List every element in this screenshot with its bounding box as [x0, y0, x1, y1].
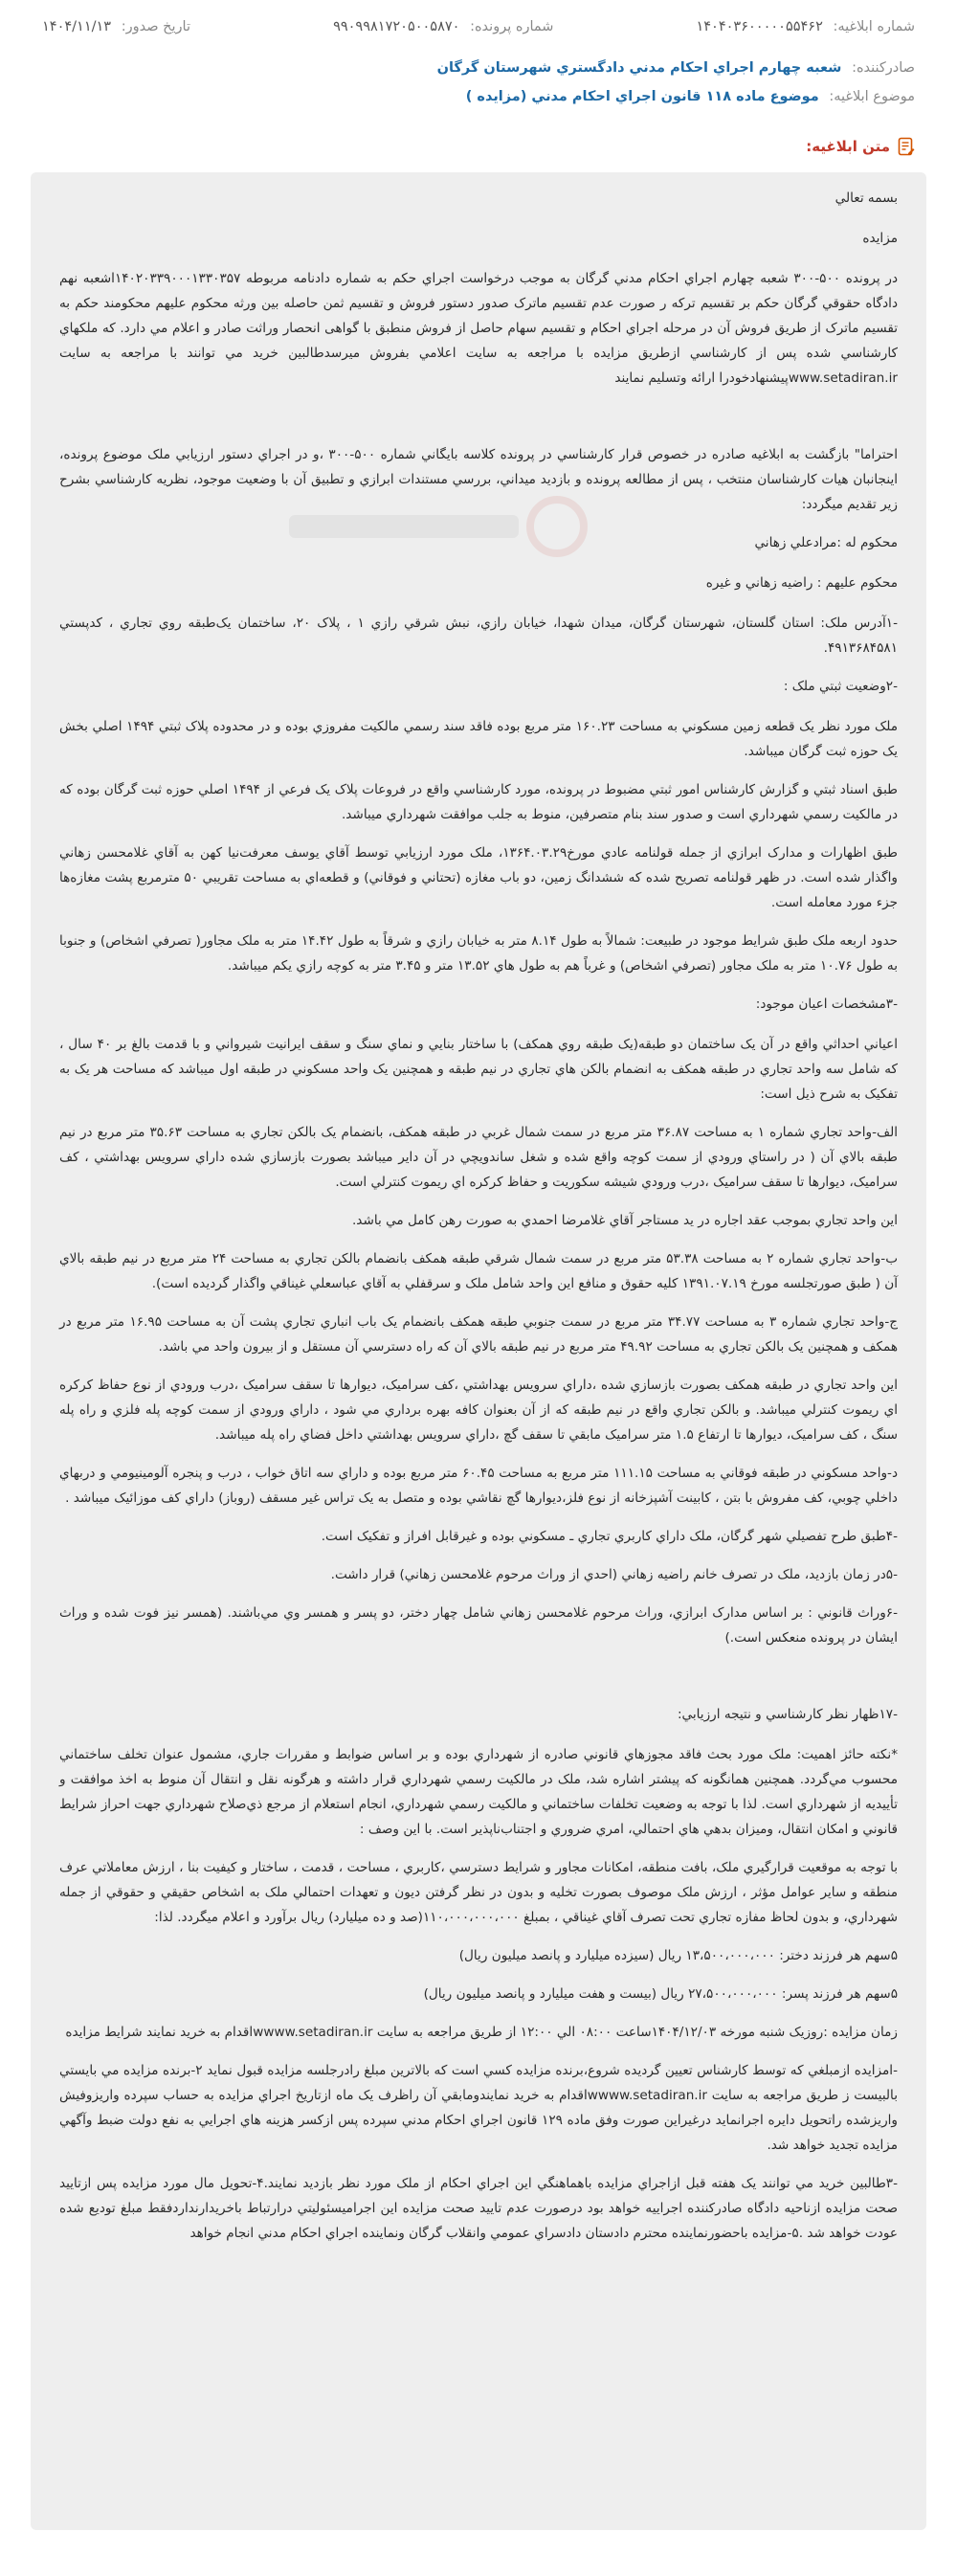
body-paragraph: زمان مزايده :روزيک شنبه مورخه ۱۴۰۴/۱۲/۰۳ساعت ۰۸:۰۰ الي ۱۲:۰۰ از طريق مراجعه به سايت wwww.setadiran.irاقدام به خريد نمايند شرايط مزايده: [65, 2025, 898, 2040]
body-paragraph: -۲وضعيت ثبتي ملک :: [783, 679, 898, 694]
notice-body: [31, 172, 926, 2530]
body-paragraph: ۵سهم هر فرزند پسر: ۲۷،۵۰۰،۰۰۰،۰۰۰ ريال (بيست و هفت ميليارد و پانصد ميليون ريال): [423, 1986, 898, 2002]
body-title-row: [31, 132, 926, 161]
body-paragraph: حدود اربعه ملک طبق شرايط موجود در طبيعت: شمالاً به طول ۸.۱۴ متر به خيابان رازي و شرقاً به طول ۱۴.۴۲ متر به ملک مجاور( تصرفي اشخاص) و جنوبا به طول ۱۰.۷۶ متر به ملک مجاور (تصرفي اشخاص) و غرباً هم به طول هاي ۱۳.۵۲ متر و ۳.۴۵ متر به کوچه رازي يکم ميباشد.: [59, 933, 898, 974]
notice-number-value: ۱۴۰۴۰۳۶۰۰۰۰۰۵۵۴۶۲: [696, 19, 823, 34]
case-number: [333, 19, 553, 34]
body-paragraph: ۵سهم هر فرزند دختر: ۱۳،۵۰۰،۰۰۰،۰۰۰ ريال (سيزده ميليارد و پانصد ميليون ريال): [458, 1948, 898, 1963]
body-paragraph: ب-واحد تجاري شماره ۲ به مساحت ۵۳.۳۸ متر مربع در سمت شمال شرقي طبقه همکف بانضمام بالکن تجاري به مساحت ۲۴ متر مربع در نيم طبقه بالاي آن ( طبق صورتجلسه مورخ ۱۳۹۱.۰۷.۱۹ کليه حقوق و منافع اين واحد شامل ملک و سرقفلي به آقاي عباسعلي غيناقي واگذار گرديده است).: [59, 1251, 899, 1291]
notice-number: [696, 19, 915, 34]
case-number-value: ۹۹۰۹۹۸۱۷۲۰۵۰۰۵۸۷۰: [333, 19, 460, 34]
body-paragraph: -۴طبق طرح تفصيلي شهر گرگان، ملک داراي کاربري تجاري ـ مسکوني بوده و غيرقابل افراز و تفکيک است.: [321, 1529, 898, 1544]
issuer-line: [31, 54, 926, 82]
body-paragraph: -۱آدرس ملک: استان گلستان، شهرستان گرگان، ميدان شهدا، خيابان رازي، نبش شرقي رازي ۱ ، پلاک ۲۰، ساختمان يک‌طبقه روي تجاري ، کدپستي ۴۹۱۳۶۸۴۵۸۱.: [59, 616, 898, 656]
body-paragraph: د-واحد مسکوني در طبقه فوقاني به مساحت ۱۱۱.۱۵ متر مربع به مساحت ۶۰.۴۵ متر مربع بوده و داراي سه اتاق خواب ، درب و پنجره آلومينيومي و دربهاي داخلي چوبي، کف مفروش با بتن ، کابينت آشپزخانه از نوع فلز،ديوارها گچ نقاشي بوده و متصل به يک تراس غير مسقف (روباز) داراي کف موزائيک ميباشد .: [59, 1466, 898, 1506]
subject-line: [31, 82, 926, 111]
case-number-label: شماره پرونده:: [470, 19, 554, 34]
body-paragraph: الف-واحد تجاري شماره ۱ به مساحت ۳۶.۸۷ متر مربع در سمت شمال غربي در طبقه همکف، بانضمام يک بالکن تجاري به مساحت ۳۵.۶۳ متر مربع در نيم طبقه بالاي آن ( در راستاي ورودي از سمت کوچه واقع شده و شغل ساندويچي در آن داير ميباشد بصورت بازسازي شده داراي سرويس بهداشتي ، کف سراميک، ديوارها تا سقف سراميک ،درب ورودي شيشه سکوريت و حفاظ کرکره اي ريموت کنترلي است.: [59, 1125, 898, 1190]
body-paragraph: *نکته حائز اهميت: ملک مورد بحث فاقد مجوزهاي قانوني صادره از شهرداري بوده و بر اساس ضوابط و مقررات جاري، مشمول عنوان تخلف ساختماني محسوب مي‌گردد. همچنين همانگونه که پيشتر اشاره شد، ملک در مالکيت رسمي شهرداري قرار داشته و هرگونه نقل و انتقال آن منوط به اخذ موافقت و تأييديه از شهرداري است. لذا با توجه به وضعيت تخلفات ساختماني و مالکيت رسمي شهرداري، انجام استعلام از مرجع ذي‌صلاح شهرداري جهت احراز شرايط قانوني و امکان انتقال، وميزان بدهي هاي احتمالي، امري ضروري و اجتناب‌ناپذير است. با اين وصف :: [59, 1747, 898, 1837]
body-paragraph: با توجه به موقعيت قرارگيري ملک، بافت منطقه، امکانات مجاور و شرايط دسترسي ،کاربري ، مساحت ، قدمت ، ساختار و کيفيت بنا ، ارزش معاملاتي عرف منطقه و ساير عوامل مؤثر ، ارزش ملک موصوف بصورت تخليه و بدون در نظر گرفتن ديون و تعهدات احتمالي ملک به اشخاص حقيقي و حقوقي از جمله شهرداري، و بدون لحاظ مفازه تجاري تحت تصرف آقاي غيناقي ، بمبلغ ۱۱۰،۰۰۰،۰۰۰،۰۰۰(صد و ده ميليارد) ريال برآورد و اعلام ميگردد. لذا:: [59, 1860, 898, 1925]
body-paragraph: محکوم له :مرادعلي زهاني: [754, 535, 898, 550]
body-paragraph: در پرونده ۵۰۰-۳۰۰ شعبه چهارم اجراي احکام مدني گرگان به موجب درخواست اجراي حکم به شماره دادنامه مربوطه ۱۴۰۲۰۳۳۹۰۰۰۱۳۳۰۳۵۷اشعبه نهم دادگاه حقوقي گرگان حکم بر تقسیم ترکه ر صورت عدم تقسیم ماترک صدور دستور فروش و تقسیم ثمن حاصله بین ورثه محکوم علیهم محکومند حکم به تقسیم ماترک از طريق فروش آن در مرحله اجراي احکام و تقسیم سهام حاصل از فروش منطبق با گواهی انحصار وراثت صادر و اعلام مي دارد. که ملکهاي کارشناسي شده پس از کارشناسي ازطريق مزايده با مراجعه به سايت اعلامي بفروش ميرسدطالبين خريد مي توانند با مراجعه به سايت www.setadiran.irپیشنهادخودرا ارائه وتسليم نمايند: [59, 271, 898, 386]
notice-number-label: شماره ابلاغیه:: [833, 19, 915, 34]
notice-meta-row: [31, 0, 926, 54]
subject-label: موضوع ابلاغیه:: [829, 89, 915, 104]
body-paragraph: -۳مشخصات اعيان موجود:: [755, 997, 898, 1012]
body-paragraph: اين واحد تجاري در طبقه همکف بصورت بازسازي شده ،داراي سرويس بهداشتي ،کف سراميک، ديوارها تا سقف سراميک ،درب ورودي از نوع حفاظ کرکره اي ريموت کنترلي ميباشد. و بالکن تجاري واقع در نيم طبقه که از آن بعنوان کافه بهره برداري مي شود ، داراي ورودي از سمت کوچه پله فلزي و راه پله سنگ ، کف سراميک، ديوارها تا ارتفاع ۱.۵ متر سراميک مابقي تا سقف گچ ،داراي سرويس بهداشتي داخل فضاي راه پله ميباشد.: [59, 1378, 898, 1443]
issuer-label: صادرکننده:: [852, 60, 915, 76]
body-paragraph: -۱۷ظهار نظر کارشناسي و نتيجه ارزيابي:: [677, 1707, 898, 1722]
body-paragraph: اين واحد تجاري بموجب عقد اجاره در يد مستاجر آقاي غلامرضا احمدي به صورت رهن کامل مي باشد.: [351, 1213, 898, 1228]
body-paragraph: احتراما" بازگشت به ابلاغيه صادره در خصوص قرار کارشناسي در پرونده کلاسه بايگاني شماره ۵۰۰-۳۰۰ ،و در اجراي دستور ارزيابي ملک موضوع پرونده، اينجانبان هيات کارشناسان منتخب ، پس از مطالعه پرونده و بازديد ميداني، بررسي مستندات ابرازي و تطبيق آن با وضعيت موجود، نظريه کارشناسي بشرح زير تقديم ميگردد:: [59, 447, 898, 512]
body-paragraph: طبق اظهارات و مدارک ابرازي از جمله قولنامه عادي مورخ۱۳۶۴.۰۳.۲۹، ملک مورد ارزيابي توسط آقاي يوسف معرفت‌نيا کهن به آقاي غلامحسن زهاني واگذار شده است. در ظهر قولنامه تصريح شده که ششدانگ زمين، دو باب مغازه (تحتاني و فوقاني) و قطعه‌اي به مساحت تقريبي ۵۰ مترمربع پشت مغازه‌ها جزء مورد معامله است.: [59, 845, 898, 910]
issuer-value: شعبه چهارم اجراي احکام مدني دادگستري شهرستان گرگان: [436, 60, 842, 76]
subject-value: موضوع ماده ۱۱۸ قانون اجراي احکام مدني (مزايده ): [465, 89, 819, 104]
body-paragraph: -۵در زمان بازديد، ملک در تصرف خانم راضيه زهاني (احدي از وراث مرحوم غلامحسن زهاني) قرار داشت.: [330, 1567, 898, 1582]
issue-date-label: تاریخ صدور:: [121, 19, 190, 34]
body-title: متن ابلاغیه:: [806, 138, 890, 155]
body-paragraph: -امزايده ازمبلغي که توسط کارشناس تعيين گرديده شروع،برنده مزايده کسي است که بالاترين مبلغ رادرجلسه مزايده قبول نمايد ۲-برنده مزايده مي بايستي بالبيست ز طريق مراجعه به سايت wwww.setadiran.irاقدام به خريد نمايندومابقي آن راظرف يک ماه ازتاريخ اجراي مزايده به حساب سپرده واريزوفيش واريزشده راتحويل دايره اجرانمايد درغيراين صورت وفق ماده ۱۲۹ قانون اجراي احکام مدني سپرده پس ازکسر هزينه هاي اجرايي به نفع دولت ضبط وآگهي مزايده تجديد خواهد شد.: [59, 2063, 898, 2153]
body-paragraph: -۶وراث قانوني : بر اساس مدارک ابرازي، وراث مرحوم غلامحسن زهاني شامل چهار دختر، دو پسر و همسر وي مي‌باشند. (همسر نيز فوت شده و وراث ايشان در پرونده منعکس است.): [59, 1605, 898, 1646]
body-paragraph: ج-واحد تجاري شماره ۳ به مساحت ۳۴.۷۷ متر مربع در سمت جنوبي طبقه همکف بانضمام يک باب انباري تجاري پشت آن به مساحت ۱۶.۹۵ متر مربع در همکف و همچنين يک بالکن تجاري به مساحت ۴۹.۹۲ متر مربع در نيم طبقه بالاي آن که راه دسترسي آن مستقل و از بيرون واحد مي باشد.: [59, 1314, 899, 1355]
body-paragraph: -۳طالبين خريد مي توانند يک هفته قبل ازاجراي مزايده باهماهنگي اين اجراي احکام از ملک مورد نظر بازديد نمايند.۴-تحويل مال مورد مزايده پس ازتاييد صحت مزايده ازناحيه دادگاه صادرکننده اجراييه خواهد بود درصورت عدم تاييد صحت مزايده اين اجراميسئوليتي درارتباط باخريدارنداردفقط مبلغ توديع شده عودت خواهد شد .۵-مزايده باحضورنماينده محترم دادستان دادسراي عمومي وانقلاب گرگان ونماينده اجراي احکام مدني انجام خواهد: [59, 2176, 898, 2241]
body-paragraph: طبق اسناد ثبتي و گزارش کارشناس امور ثبتي مضبوط در پرونده، مورد کارشناسي واقع در فروعات پلاک يک فرعي از ۱۴۹۴ اصلي حوزه ثبت گرگان بوده که در مالکيت رسمي شهرداري است و صدور سند بنام متصرفين، منوط به جلب موافقت شهرداري ميباشد.: [59, 782, 898, 822]
document-edit-icon: [898, 137, 915, 156]
body-paragraph: محکوم عليهم : راضيه زهاني و غيره: [705, 575, 898, 591]
body-paragraph: ملک مورد نظر يک قطعه زمين مسکوني به مساحت ۱۶۰.۲۳ متر مربع بوده فاقد سند رسمي مالکيت مفروزي بوده و در محدوده پلاک ثبتي ۱۴۹۴ اصلي بخش يک حوزه ثبت گرگان ميباشد.: [59, 719, 898, 759]
body-basmala: بسمه تعالي: [835, 190, 898, 206]
body-heading-auction: مزايده: [862, 231, 898, 246]
issue-date-value: ۱۴۰۴/۱۱/۱۳: [42, 19, 112, 34]
body-paragraph: اعياني احداثي واقع در آن يک ساختمان دو طبقه(يک طبقه روي همکف) با ساختار بنايي و نماي سنگ و سقف ايرانيت شيرواني و با قدمت بالغ بر ۴۰ سال ، که شامل سه واحد تجاري در طبقه همکف به انضمام بالکن هاي تجاري در نيم طبقه و همچنين يک واحد مسکوني در طبقه اول ميباشد که مساحت هر يک به تفکيک به شرح ذيل است:: [59, 1037, 898, 1102]
issue-date: [42, 19, 190, 34]
